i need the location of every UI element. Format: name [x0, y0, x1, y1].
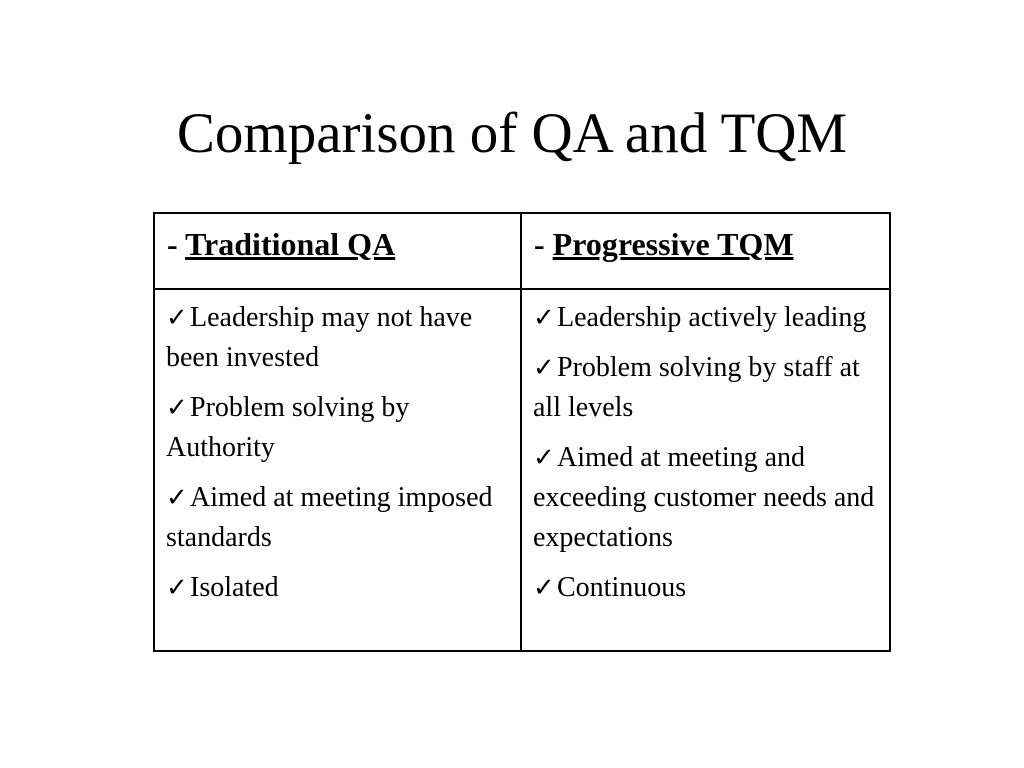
check-icon: ✓ — [533, 303, 555, 332]
list-item — [166, 388, 510, 468]
slide-title: Comparison of QA and TQM — [176, 102, 848, 165]
list-item — [533, 438, 879, 558]
table-body-row — [154, 289, 890, 651]
check-icon: ✓ — [166, 303, 188, 332]
list-item-text: Leadership actively leading — [557, 302, 867, 333]
comparison-table — [153, 212, 891, 652]
list-item-text: Aimed at meeting and exceeding customer needs and expectations — [533, 442, 875, 553]
list-item — [166, 478, 510, 558]
traditional-qa-heading: Traditional QA — [185, 226, 396, 262]
check-icon: ✓ — [166, 573, 188, 602]
list-item — [533, 348, 879, 428]
traditional-qa-header — [154, 213, 521, 289]
progressive-tqm-list — [533, 298, 879, 608]
list-item — [166, 298, 510, 378]
list-item — [166, 568, 510, 608]
check-icon: ✓ — [533, 443, 555, 472]
list-item-text: Aimed at meeting imposed standards — [166, 482, 493, 553]
progressive-tqm-header — [521, 213, 890, 289]
list-item — [533, 568, 879, 608]
list-item-text: Problem solving by staff at all levels — [533, 352, 860, 423]
list-item-text: Problem solving by Authority — [166, 392, 410, 463]
check-icon: ✓ — [533, 353, 555, 382]
list-item-text: Continuous — [557, 572, 687, 603]
list-item-text: Isolated — [190, 572, 279, 603]
header-prefix: - — [534, 226, 553, 262]
progressive-tqm-cell — [521, 289, 890, 651]
check-icon: ✓ — [533, 573, 555, 602]
traditional-qa-list — [166, 298, 510, 608]
list-item-text: Leadership may not have been invested — [166, 302, 473, 373]
list-item — [533, 298, 879, 338]
table-header-row — [154, 213, 890, 289]
progressive-tqm-heading: Progressive TQM — [552, 226, 794, 262]
check-icon: ✓ — [166, 393, 188, 422]
traditional-qa-cell — [154, 289, 521, 651]
header-prefix: - — [167, 226, 186, 262]
check-icon: ✓ — [166, 483, 188, 512]
